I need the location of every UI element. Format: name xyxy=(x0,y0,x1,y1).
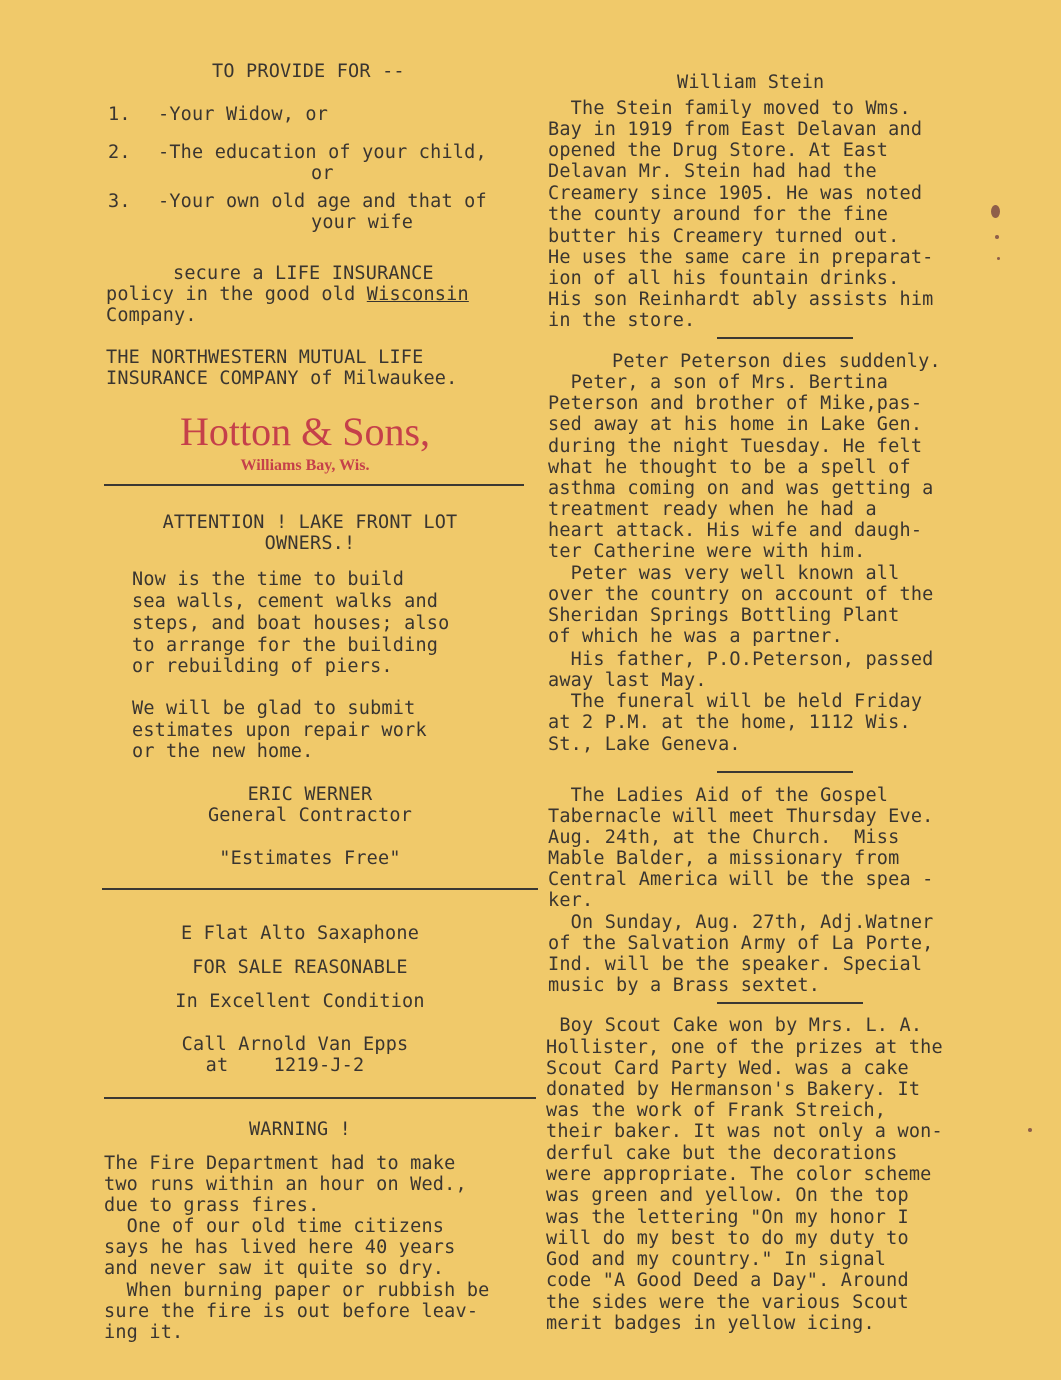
peterson-text: asthma coming on and was getting a xyxy=(548,478,934,499)
ladies-aid-text: Tabernacle will meet Thursday Eve. xyxy=(548,806,934,827)
peterson-text: ter Catherine were with him. xyxy=(548,541,866,562)
werner-text: or the new home. xyxy=(132,741,314,762)
divider xyxy=(102,888,538,890)
ladies-aid-text: Ind. will be the speaker. Special xyxy=(548,954,923,975)
werner-text: estimates upon repair work xyxy=(132,720,427,741)
peterson-text: Sheridan Springs Bottling Plant xyxy=(548,605,900,626)
scout-text: derful cake but the decorations xyxy=(546,1143,898,1164)
divider xyxy=(717,1002,863,1004)
contractor-slogan: "Estimates Free" xyxy=(219,848,401,869)
scout-text: Hollister, one of the prizes at the xyxy=(546,1037,943,1058)
ink-mark xyxy=(995,235,999,239)
peterson-text: Peterson and brother of Mike,pas- xyxy=(548,393,923,414)
list-item: -Your Widow, or xyxy=(158,104,329,125)
company-name: INSURANCE COMPANY of Milwaukee. xyxy=(106,368,458,389)
warning-heading: WARNING ! xyxy=(248,1119,352,1140)
list-item: your wife xyxy=(311,212,414,233)
peterson-text: His father, P.O.Peterson, passed xyxy=(548,649,934,670)
scout-text: was the work of Frank Streich, xyxy=(546,1100,887,1121)
warning-text: When burning paper or rubbish be xyxy=(104,1280,490,1301)
scout-text: their baker. It was not only a won- xyxy=(546,1121,943,1142)
warning-text: and never saw it quite so dry. xyxy=(104,1258,445,1279)
stein-text: Bay in 1919 from East Delavan and xyxy=(548,119,923,140)
ladies-aid-text: Aug. 24th, at the Church. Miss xyxy=(548,827,900,848)
divider xyxy=(104,484,524,486)
warning-text: two runs within an hour on Wed., xyxy=(104,1174,467,1195)
peterson-text: of which he was a partner. xyxy=(548,626,843,647)
brand-place: Williams Bay, Wis. xyxy=(240,457,370,474)
sax-phone: at 1219-J-2 xyxy=(205,1055,365,1076)
stein-text: His son Reinhardt ably assists him xyxy=(548,289,934,310)
scout-text: was green and yellow. On the top xyxy=(546,1185,909,1206)
warning-text: sure the fire is out before leav- xyxy=(104,1301,479,1322)
scout-text: will do my best to do my duty to xyxy=(546,1228,909,1249)
peterson-text: over the country on account of the xyxy=(548,584,934,605)
stein-text: in the store. xyxy=(548,310,696,331)
werner-text: to arrange for the building xyxy=(132,635,439,656)
list-number: 1. xyxy=(108,104,131,125)
ladies-aid-text: of the Salvation Army of La Porte, xyxy=(548,933,934,954)
scout-text: donated by Hermanson's Bakery. It xyxy=(546,1079,921,1100)
divider xyxy=(104,1097,536,1099)
ladies-aid-text: music by a Brass sextet. xyxy=(548,975,821,996)
scout-text: God and my country." In signal xyxy=(546,1249,887,1270)
peterson-heading: Peter Peterson dies suddenly. xyxy=(612,351,941,372)
list-item: -The education of your child, xyxy=(158,142,487,163)
warning-text: says he has lived here 40 years xyxy=(104,1237,456,1258)
ink-mark xyxy=(1028,1128,1032,1132)
peterson-text: Peter was very well known all xyxy=(548,563,900,584)
werner-text: We will be glad to submit xyxy=(132,698,416,719)
werner-text: steps, and boat houses; also xyxy=(132,613,450,634)
peterson-text: what he thought to be a spell of xyxy=(548,457,911,478)
warning-text: due to grass fires. xyxy=(104,1195,320,1216)
stein-text: He uses the same care in preparat- xyxy=(548,247,934,268)
insurance-text: policy in the good old Wisconsin xyxy=(106,284,469,305)
peterson-text: away last May. xyxy=(548,670,707,691)
ladies-aid-text: On Sunday, Aug. 27th, Adj.Watner xyxy=(548,912,934,933)
insurance-text: Company. xyxy=(106,305,197,326)
scout-text: code "A Good Deed a Day". Around xyxy=(546,1270,909,1291)
peterson-text: St., Lake Geneva. xyxy=(548,734,741,755)
insurance-text: secure a LIFE INSURANCE xyxy=(173,263,434,284)
stein-text: butter his Creamery turned out. xyxy=(548,226,900,247)
sax-condition: In Excellent Condition xyxy=(175,991,425,1012)
ladies-aid-text: The Ladies Aid of the Gospel xyxy=(548,785,889,806)
contractor-title: General Contractor xyxy=(207,805,413,826)
ladies-aid-text: ker. xyxy=(548,890,594,911)
brand-name: Hotton & Sons, xyxy=(179,409,431,454)
scout-text: Boy Scout Cake won by Mrs. L. A. xyxy=(548,1015,923,1036)
ladies-aid-text: Central America will be the spea - xyxy=(548,869,934,890)
peterson-text: Peter, a son of Mrs. Bertina xyxy=(548,372,889,393)
scout-text: the sides were the various Scout xyxy=(546,1292,909,1313)
warning-text: The Fire Department had to make xyxy=(104,1153,456,1174)
contractor-name: ERIC WERNER xyxy=(247,784,373,805)
divider xyxy=(717,337,853,339)
scout-text: merit badges in yellow icing. xyxy=(546,1313,875,1334)
werner-heading: ATTENTION ! LAKE FRONT LOT xyxy=(162,512,458,533)
stein-text: The Stein family moved to Wms. xyxy=(548,98,911,119)
insurance-heading: TO PROVIDE FOR -- xyxy=(212,61,405,82)
list-item: or xyxy=(311,163,334,184)
peterson-text: treatment ready when he had a xyxy=(548,499,877,520)
peterson-text: The funeral will be held Friday xyxy=(548,691,923,712)
stein-heading: William Stein xyxy=(677,72,825,93)
sax-contact: Call Arnold Van Epps xyxy=(181,1034,409,1055)
stein-text: opened the Drug Store. At East xyxy=(548,140,889,161)
list-number: 3. xyxy=(108,191,131,212)
scout-text: were appropriate. The color scheme xyxy=(546,1164,932,1185)
stein-text: Creamery since 1905. He was noted xyxy=(548,183,923,204)
company-name: THE NORTHWESTERN MUTUAL LIFE xyxy=(106,347,424,368)
werner-text: Now is the time to build xyxy=(132,569,405,590)
ladies-aid-text: Mable Balder, a missionary from xyxy=(548,848,900,869)
peterson-text: heart attack. His wife and daugh- xyxy=(548,520,923,541)
scout-text: was the lettering "On my honor I xyxy=(546,1207,909,1228)
scout-text: Scout Card Party Wed. was a cake xyxy=(546,1058,909,1079)
hotton-sons-stamp xyxy=(110,408,500,476)
peterson-text: at 2 P.M. at the home, 1112 Wis. xyxy=(548,712,911,733)
list-item: -Your own old age and that of xyxy=(158,191,487,212)
ink-mark xyxy=(991,205,1000,218)
sax-for-sale: FOR SALE REASONABLE xyxy=(192,957,408,978)
wisconsin-word: Wisconsin xyxy=(366,284,469,305)
werner-text: sea walls, cement walks and xyxy=(132,591,439,612)
stein-text: Delavan Mr. Stein had had the xyxy=(548,161,877,182)
peterson-text: sed away at his home in Lake Gen. xyxy=(548,414,923,435)
stein-text: the county around for the fine xyxy=(548,204,889,225)
warning-text: ing it. xyxy=(104,1322,184,1343)
divider xyxy=(717,771,853,773)
list-number: 2. xyxy=(108,142,131,163)
werner-heading: OWNERS.! xyxy=(264,533,356,554)
werner-text: or rebuilding of piers. xyxy=(132,656,393,677)
peterson-text: during the night Tuesday. He felt xyxy=(548,436,923,457)
ink-mark xyxy=(997,257,1000,260)
warning-text: One of our old time citizens xyxy=(104,1216,445,1237)
sax-title: E Flat Alto Saxaphone xyxy=(180,923,420,944)
stein-text: ion of all his fountain drinks. xyxy=(548,268,900,289)
